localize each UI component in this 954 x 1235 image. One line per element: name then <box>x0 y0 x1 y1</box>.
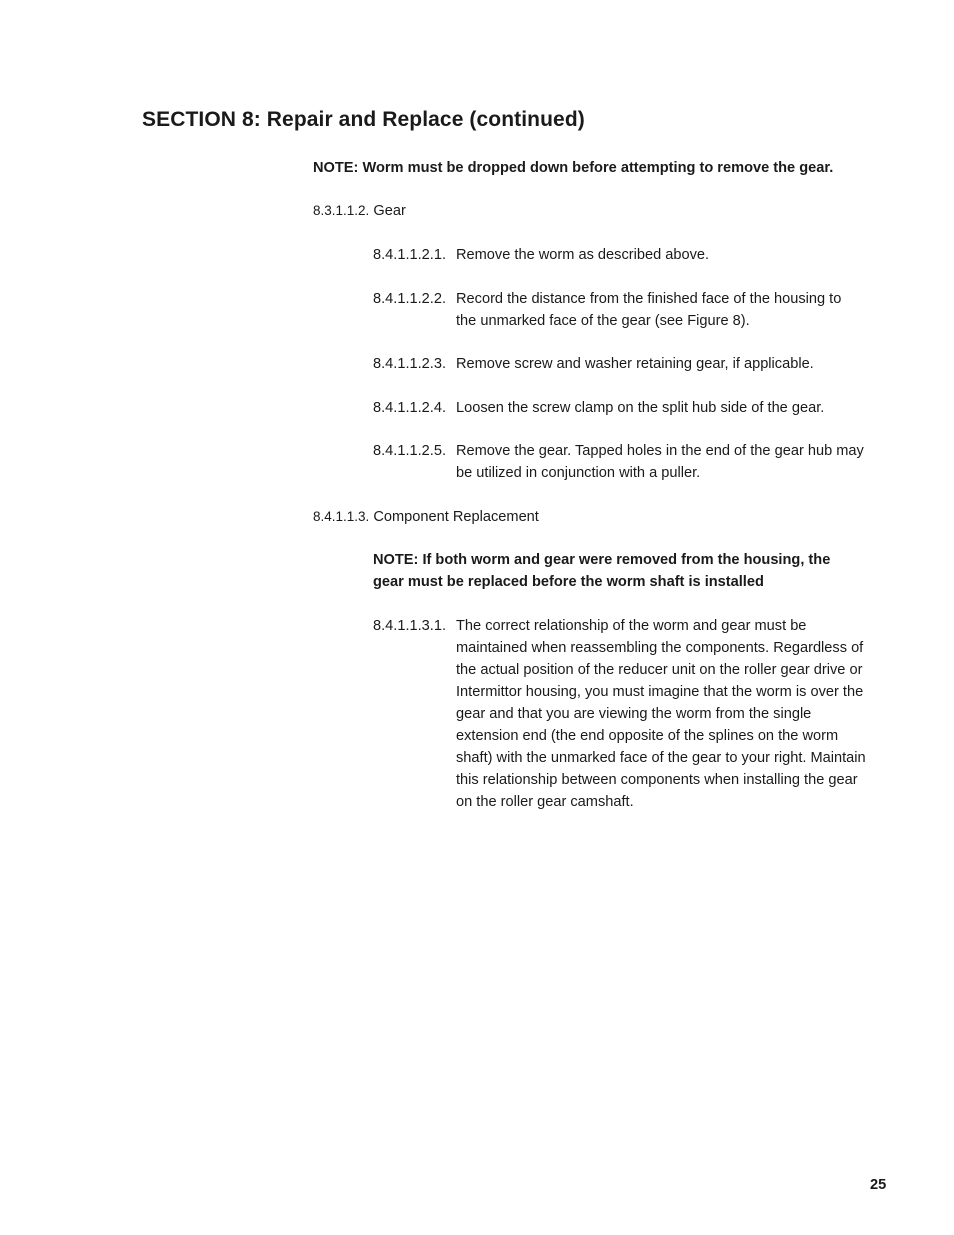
step-number: 8.4.1.1.2.2. <box>373 291 447 307</box>
page-number: 25 <box>870 1177 887 1193</box>
note-replace-gear-first: NOTE: If both worm and gear were removed from the housing, the gear must be replaced before the worm shaft is installed <box>373 552 831 590</box>
note-worm-dropped: NOTE: Worm must be dropped down before attempting to remove the gear. <box>313 160 834 176</box>
gear-step <box>373 288 873 332</box>
step-number: 8.4.1.1.2.3. <box>373 356 447 372</box>
gear-step <box>373 440 873 484</box>
gear-step <box>373 244 873 266</box>
subsection-number: 8.4.1.1.3. <box>313 509 370 524</box>
subsection-title: Gear <box>373 203 406 219</box>
step-text: Remove the gear. Tapped holes in the end of the gear hub may be utilized in conjunction with a puller. <box>456 443 864 481</box>
subsection-title: Component Replacement <box>373 509 539 525</box>
step-text: Remove screw and washer retaining gear, if applicable. <box>456 356 814 372</box>
gear-step <box>373 397 873 419</box>
subsection-gear <box>313 200 406 222</box>
step-text: The correct relationship of the worm and gear must be maintained when reassembling the components. Regardless of the actual position of the reducer unit on the roller gear drive or Intermittor housing, you must imagine that the worm is over the gear and that you are viewing the worm from the single extension end (the end opposite of the splines on the worm shaft) with the unmarked face of the gear to your right. Maintain this relationship between components when installing the gear on the roller gear camshaft. <box>456 618 866 810</box>
component-step <box>373 615 873 813</box>
step-number: 8.4.1.1.3.1. <box>373 618 447 634</box>
step-number: 8.4.1.1.2.5. <box>373 443 447 459</box>
gear-step <box>373 353 873 375</box>
subsection-component-replacement <box>313 506 539 528</box>
step-text: Record the distance from the finished face of the housing to the unmarked face of the gear (see Figure 8). <box>456 291 842 329</box>
step-text: Remove the worm as described above. <box>456 247 710 263</box>
step-text: Loosen the screw clamp on the split hub side of the gear. <box>456 400 825 416</box>
step-number: 8.4.1.1.2.1. <box>373 247 447 263</box>
step-number: 8.4.1.1.2.4. <box>373 400 447 416</box>
section-heading: SECTION 8: Repair and Replace (continued) <box>142 108 585 131</box>
subsection-number: 8.3.1.1.2. <box>313 203 370 218</box>
